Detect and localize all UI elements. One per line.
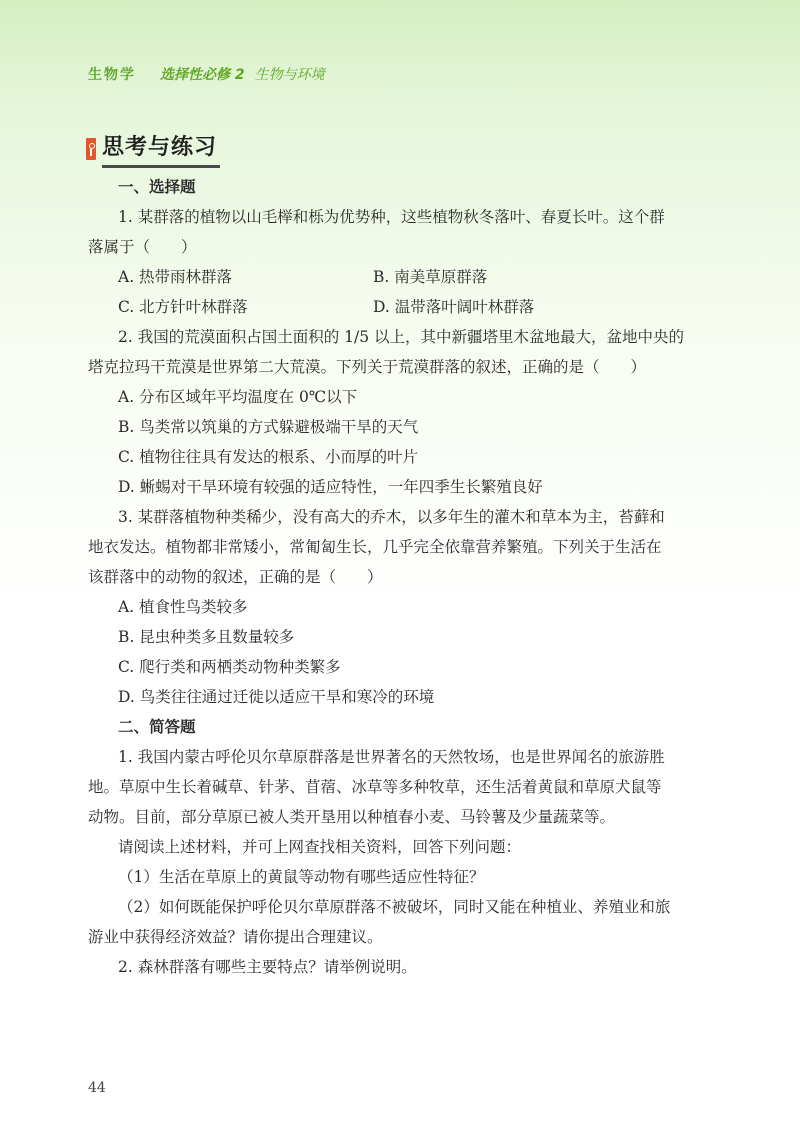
option-a: A. 热带雨林群落: [118, 268, 233, 286]
sub-question-2-line: 游业中获得经济效益？请你提出合理建议。: [88, 928, 383, 946]
short-answer-1: [88, 742, 688, 952]
option-d: D. 温带落叶阔叶林群落: [373, 298, 535, 316]
question-line: 塔克拉玛干荒漠是世界第二大荒漠。下列关于荒漠群落的叙述，正确的是（ ）: [88, 358, 647, 376]
page-number: 44: [88, 1080, 106, 1096]
question-line: 1. 某群落的植物以山毛榉和栎为优势种，这些植物秋冬落叶、春夏长叶。这个群: [118, 208, 665, 226]
sub-question-1: （1）生活在草原上的黄鼠等动物有哪些适应性特征？: [118, 868, 485, 886]
question-line: 该群落中的动物的叙述，正确的是（ ）: [88, 568, 383, 586]
sub-question-2-line: （2）如何既能保护呼伦贝尔草原群落不被破坏，同时又能在种植业、养殖业和旅: [118, 898, 671, 916]
question-prompt: 请阅读上述材料，并可上网查找相关资料，回答下列问题：: [118, 838, 522, 856]
question-line: 地衣发达。植物都非常矮小，常匍匐生长，几乎完全依靠营养繁殖。下列关于生活在: [88, 538, 662, 556]
option-d: D. 蜥蜴对干旱环境有较强的适应特性，一年四季生长繁殖良好: [118, 478, 543, 496]
question-1: [88, 202, 688, 322]
bookmark-icon: [86, 138, 96, 160]
option-b: B. 南美草原群落: [373, 268, 488, 286]
question-line: 落属于（ ）: [88, 238, 197, 256]
section-title: 思考与练习: [102, 130, 220, 168]
option-b: B. 鸟类常以筑巢的方式躲避极端干旱的天气: [118, 418, 419, 436]
short-answer-2: 2. 森林群落有哪些主要特点？请举例说明。: [118, 958, 417, 976]
option-c: C. 爬行类和两栖类动物种类繁多: [118, 658, 341, 676]
option-a: A. 分布区域年平均温度在 0℃以下: [118, 388, 358, 406]
volume-number: 选择性必修 2: [160, 67, 245, 83]
question-line: 2. 我国的荒漠面积占国土面积的 1/5 以上，其中新疆塔里木盆地最大，盆地中央的: [118, 328, 685, 346]
question-line: 地。草原中生长着碱草、针茅、苜蓿、冰草等多种牧草，还生活着黄鼠和草原犬鼠等: [88, 778, 662, 796]
part1-heading: 一、选择题: [118, 178, 196, 196]
question-line: 3. 某群落植物种类稀少，没有高大的乔木，以多年生的灌木和草本为主，苔藓和: [118, 508, 665, 526]
question-2: [88, 322, 688, 502]
option-row: [88, 262, 688, 292]
question-3: [88, 502, 688, 712]
option-c: C. 北方针叶林群落: [118, 298, 248, 316]
question-line: 1. 我国内蒙古呼伦贝尔草原群落是世界著名的天然牧场，也是世界闻名的旅游胜: [118, 748, 665, 766]
option-d: D. 鸟类往往通过迁徙以适应干旱和寒冷的环境: [118, 688, 435, 706]
book-title: 生物学: [88, 67, 136, 83]
section-heading: [86, 130, 220, 168]
option-c: C. 植物往往具有发达的根系、小而厚的叶片: [118, 448, 419, 466]
option-a: A. 植食性鸟类较多: [118, 598, 248, 616]
exercise-content: [88, 172, 688, 982]
option-row: [88, 292, 688, 322]
running-header: [88, 62, 325, 86]
question-line: 动物。目前，部分草原已被人类开垦用以种植春小麦、马铃薯及少量蔬菜等。: [88, 808, 616, 826]
volume-label: [160, 64, 325, 84]
option-b: B. 昆虫种类多且数量较多: [118, 628, 295, 646]
part2-heading: 二、简答题: [118, 718, 196, 736]
volume-title: 生物与环境: [254, 67, 325, 83]
